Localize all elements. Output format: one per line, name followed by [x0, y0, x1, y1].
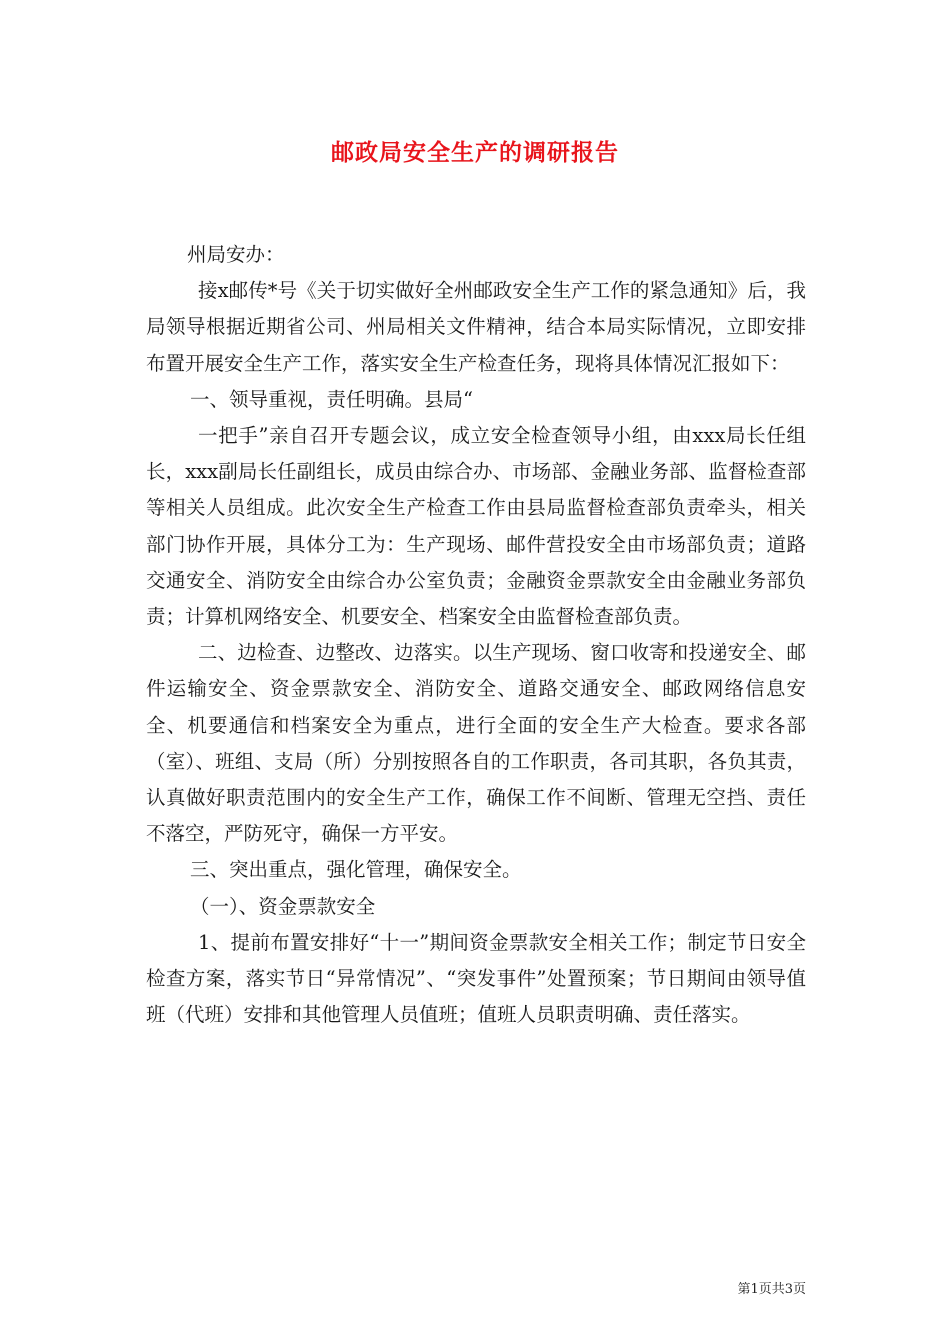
paragraph-section-1-heading: 一、领导重视，责任明确。县局“: [190, 387, 473, 411]
paragraph-section-2: 二、边检查、边整改、边落实。以生产现场、窗口收寄和投递安全、邮件运输安全、资金票款安全、消防安全、道路交通安全、邮政网络信息安全、机要通信和档案安全为重点，进行全面的安全生产大检查。要求各部（室）、班组、支局（所）分别按照各自的工作职责，各司其职，各负其责，认真做好职责范围内的安全生产工作，确保工作不间断、管理无空挡、责任不落空，严防死守，确保一方平安。: [146, 641, 806, 846]
salutation: 州局安办：: [187, 243, 285, 266]
page-number: 第1页共3页: [737, 1282, 806, 1297]
paragraph-subsection-1-heading: （一）、资金票款安全: [190, 894, 376, 918]
paragraph-section-1-body: 一把手”亲自召开专题会议，成立安全检查领导小组，由xxx局长任组长，xxx副局长任副组长，成员由综合办、市场部、金融业务部、监督检查部等相关人员组成。此次安全生产检查工作由县局监督检查部负责牵头，相关部门协作开展，具体分工为：生产现场、邮件营投安全由市场部负责；道路交通安全、消防安全由综合办公室负责；金融资金票款安全由金融业务部负责；计算机网络安全、机要安全、档案安全由监督检查部负责。: [146, 424, 806, 629]
paragraph-intro: 接x邮传*号《关于切实做好全州邮政安全生产工作的紧急通知》后，我局领导根据近期省公司、州局相关文件精神，结合本局实际情况，立即安排布置开展安全生产工作，落实安全生产检查任务，现将具体情况汇报如下：: [146, 279, 806, 375]
document-body: [146, 237, 806, 1033]
document-title: 邮政局安全生产的调研报告: [331, 139, 619, 166]
paragraph-subsection-1-item-1: 1、提前布置安排好“十一”期间资金票款安全相关工作；制定节日安全检查方案，落实节日“异常情况”、“突发事件”处置预案；节日期间由领导值班（代班）安排和其他管理人员值班；值班人员职责明确、责任落实。: [146, 930, 806, 1027]
paragraph-section-3-heading: 三、突出重点，强化管理，确保安全。: [190, 858, 522, 882]
